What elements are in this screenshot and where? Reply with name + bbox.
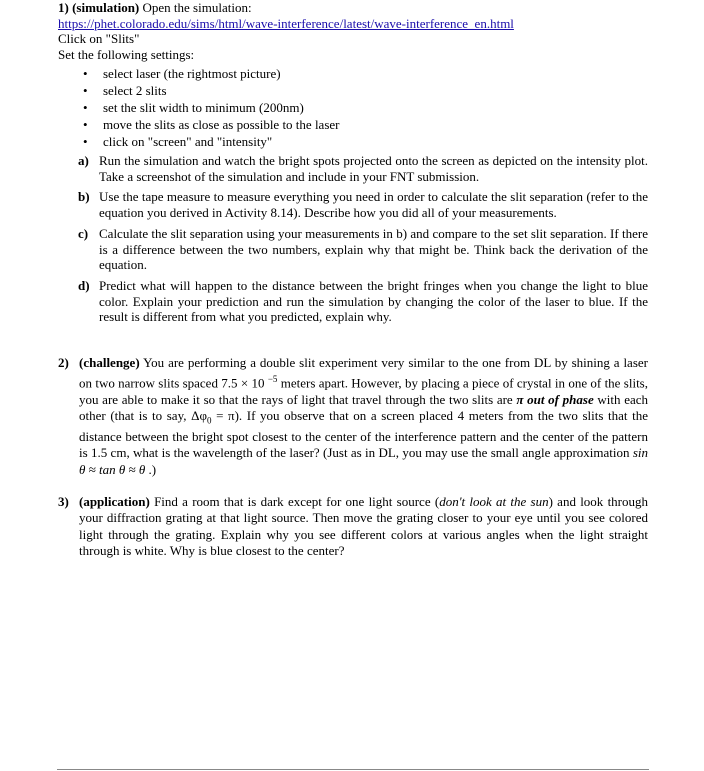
part-label: c) [78,225,89,241]
problem-2-tag: (challenge) [79,355,140,371]
problem-3-number: 3) [58,494,69,510]
problem-2-text-part: = π). If you observe that on a screen placed 4 meters from the two slits that the distance between the bright spot closest to the center of the interference pattern and the center of the pattern is 1.5 cm, what is the wavelength of the laser? (Just as in DL, you may use the small angle approximation [79,408,649,461]
part-item [78,189,648,221]
problem-2-text-part: You are performing a double slit experiment very similar to the one from DL by shining a laser on two narrow slits spaced 7.5 × 10 [79,355,648,391]
problem-3 [58,494,648,559]
problem-3-tag: (application) [79,494,150,510]
small-angle-approximation: sin θ ≈ tan θ ≈ θ [79,445,649,477]
click-slits-instruction: Click on "Slits" [58,31,140,46]
footer-divider [57,769,649,770]
problem-3-text-part: Find a room that is dark except for one light source ( [154,494,440,510]
problem-1-tag: (simulation) [72,0,140,15]
part-text: Predict what will happen to the distance between the bright fringes when you change the light to blue color. Explain your prediction and run the simulation by changing the color of the laser to blue. If the result is different from what you predicted, explain why. [99,277,648,325]
settings-item: • click on "screen" and "intensity" [58,133,648,150]
problem-2 [58,355,648,478]
settings-item: • select laser (the rightmost picture) [58,65,648,82]
worksheet-page [58,0,648,559]
problem-2-number: 2) [58,355,69,371]
part-text: Calculate the slit separation using your measurements in b) and compare to the set slit separation. If there is a difference between the two numbers, explain why that might be. Think back the derivation of the equation. [99,225,648,273]
sun-warning: don't look at the sun [439,494,549,510]
settings-item: • move the slits as close as possible to the laser [58,116,648,133]
problem-1-heading [58,0,648,16]
problem-2-text-part: .) [148,461,157,477]
part-item [78,277,648,325]
problem-2-text-part: with each other (that is to say, Δφ [79,391,649,424]
problem-3-text-part: ) and look through your diffraction grating at that light source. Then move the grating closer to your eye until you see colored light through the grating. Explain why you see different colors at various angles when the light straight through is white. Why is blue closest to the center? [79,494,649,558]
settings-item: • set the slit width to minimum (200nm) [58,99,648,116]
problem-1-number: 1) [58,0,69,15]
subscript: 0 [206,415,212,426]
part-item [78,225,648,273]
problem-1-parts [58,153,648,325]
part-label: a) [78,153,89,168]
problem-1-intro: Open the simulation: [142,0,252,15]
problem-2-text [79,355,648,478]
part-item [78,153,648,184]
pi-out-of-phase: π out of phase [516,391,594,407]
settings-heading: Set the following settings: [58,46,195,62]
part-label: b) [78,189,90,205]
part-text: Use the tape measure to measure everything you need in order to calculate the slit separation (refer to the equation you derived in Activity 8.14). Describe how you did all of your measurements. [99,189,648,221]
settings-list [58,65,648,150]
problem-2-text-part: meters apart. However, by placing a piece of crystal in one of the slits, you are able to make it so that the rays of light that travel through the two slits are [79,375,648,407]
settings-item: • select 2 slits [58,82,648,99]
problem-3-text [79,494,648,559]
part-label: d) [78,277,90,293]
exponent: −5 [267,374,278,385]
simulation-link[interactable]: https://phet.colorado.edu/sims/html/wave-interference/latest/wave-interference_en.html [58,15,514,31]
part-text: Run the simulation and watch the bright spots projected onto the screen as depicted on the intensity plot. Take a screenshot of the simulation and include in your FNT submission. [99,153,648,184]
